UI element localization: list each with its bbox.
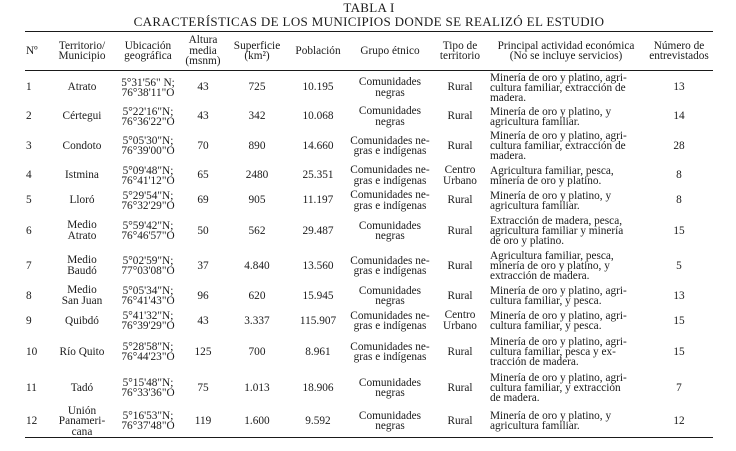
grupo-line: gras e indígenas bbox=[353, 351, 427, 363]
cell-entrevistados: 5 bbox=[676, 259, 682, 272]
actividad-line: cultura familiar, y extracción bbox=[490, 382, 621, 394]
actividad-line: Agricultura familiar, pesca, bbox=[490, 250, 614, 262]
territorio-line: Río Quito bbox=[59, 345, 105, 358]
tipo-line: Rural bbox=[447, 259, 473, 272]
cell-poblacion: 115.907 bbox=[299, 314, 337, 327]
grupo-line: gras e indígenas bbox=[353, 320, 427, 332]
cell-superficie: 2480 bbox=[245, 169, 269, 182]
cell-entrevistados: 15 bbox=[673, 224, 685, 237]
actividad-line: extracción de madera. bbox=[490, 270, 590, 282]
header-altura: Altura media (msnm) bbox=[185, 34, 221, 68]
cell-territorio bbox=[49, 214, 115, 249]
table-row bbox=[25, 309, 713, 334]
ubicacion-line: 5°31'56" N; bbox=[121, 76, 175, 89]
ubicacion-line: 5°29'54"N; bbox=[122, 189, 174, 202]
cell-poblacion: 10.068 bbox=[302, 110, 334, 123]
cell-actividad bbox=[487, 334, 645, 371]
ubicacion-line: 76°41'12"O bbox=[121, 174, 175, 187]
actividad-line: Minería de oro y platino, agri- bbox=[490, 71, 627, 84]
table-row bbox=[25, 129, 713, 164]
table-body bbox=[25, 71, 713, 438]
actividad-line: Minería de oro y platino, agri- bbox=[490, 336, 627, 348]
actividad-line: Minería de oro y platino, y bbox=[490, 105, 612, 118]
cell-superficie: 1.013 bbox=[244, 381, 270, 394]
cell-territorio bbox=[49, 188, 115, 214]
grupo-line: negras bbox=[375, 86, 405, 99]
territorio-line: Medio bbox=[67, 219, 97, 232]
cell-tipo bbox=[433, 164, 487, 188]
ubicacion-line: 76°44'23"O bbox=[121, 351, 175, 363]
cell-num: 9 bbox=[26, 314, 32, 327]
cell-tipo bbox=[433, 129, 487, 164]
cell-poblacion: 25.351 bbox=[302, 169, 334, 182]
actividad-line: Minería de oro y platino, agri- bbox=[490, 310, 627, 322]
territorio-line: Atrato bbox=[67, 81, 97, 94]
actividad-line: cultura familiar, extracción de bbox=[490, 81, 626, 94]
cell-entrevistados: 28 bbox=[673, 139, 685, 152]
cell-altura: 70 bbox=[197, 139, 209, 152]
cell-poblacion: 15.945 bbox=[302, 289, 334, 302]
table-label: TABLA I bbox=[343, 0, 395, 15]
territorio-line: Atrato bbox=[67, 230, 97, 242]
grupo-line: gras e indígenas bbox=[353, 265, 427, 277]
table-row bbox=[25, 71, 713, 105]
cell-grupo bbox=[347, 214, 433, 249]
cell-grupo bbox=[347, 71, 433, 105]
ubicacion-line: 76°41'43"O bbox=[121, 295, 175, 307]
tipo-line: Urbano bbox=[443, 320, 477, 332]
cell-entrevistados: 14 bbox=[673, 110, 685, 123]
cell-grupo bbox=[347, 249, 433, 284]
table-row bbox=[25, 249, 713, 284]
header-entrevistados: Número de entrevistados bbox=[649, 39, 709, 62]
grupo-line: Comunidades bbox=[358, 219, 422, 232]
actividad-line: agricultura familiar. bbox=[490, 115, 580, 128]
cell-territorio bbox=[49, 129, 115, 164]
cell-num: 8 bbox=[26, 289, 32, 302]
cell-superficie: 3.337 bbox=[244, 314, 270, 327]
ubicacion-line: 76°33'36"O bbox=[121, 387, 175, 399]
ubicacion-line: 5°59'42"N; bbox=[122, 220, 174, 232]
cell-actividad bbox=[487, 406, 645, 438]
ubicacion-line: 77°03'08"O bbox=[121, 265, 175, 277]
cell-num: 1 bbox=[26, 81, 32, 94]
header-row bbox=[25, 32, 713, 71]
cell-superficie: 562 bbox=[248, 224, 266, 237]
cell-tipo bbox=[433, 371, 487, 406]
cell-entrevistados: 15 bbox=[673, 314, 685, 327]
grupo-line: Comunidades bbox=[358, 376, 422, 389]
territorio-line: Condoto bbox=[62, 139, 102, 152]
actividad-line: cultura familiar, y pesca. bbox=[490, 295, 602, 307]
cell-actividad bbox=[487, 105, 645, 129]
cell-actividad bbox=[487, 284, 645, 309]
actividad-line: Extracción de madera, pesca, bbox=[490, 215, 623, 227]
ubicacion-line: 5°05'34"N; bbox=[122, 285, 174, 297]
cell-grupo bbox=[347, 371, 433, 406]
cell-ubicacion bbox=[115, 164, 181, 188]
grupo-line: Comunidades bbox=[358, 409, 422, 422]
cell-territorio bbox=[49, 105, 115, 129]
cell-entrevistados: 8 bbox=[676, 169, 682, 182]
grupo-line: Comunidades ne- bbox=[350, 309, 430, 322]
grupo-line: Comunidades ne- bbox=[350, 134, 430, 147]
cell-actividad bbox=[487, 164, 645, 188]
cell-poblacion: 10.195 bbox=[302, 81, 334, 94]
table-row bbox=[25, 284, 713, 309]
ubicacion-line: 76°39'00"O bbox=[121, 145, 175, 157]
cell-tipo bbox=[433, 214, 487, 249]
cell-poblacion: 18.906 bbox=[302, 381, 334, 394]
cell-grupo bbox=[347, 105, 433, 129]
cell-num: 11 bbox=[26, 381, 37, 394]
tipo-line: Rural bbox=[447, 139, 473, 152]
cell-territorio bbox=[49, 284, 115, 309]
cell-actividad bbox=[487, 309, 645, 334]
cell-num: 4 bbox=[26, 169, 32, 182]
cell-superficie: 342 bbox=[248, 110, 266, 123]
actividad-line: Minería de oro y platino, agri- bbox=[490, 130, 627, 142]
grupo-line: Comunidades ne- bbox=[350, 254, 430, 267]
cell-poblacion: 29.487 bbox=[302, 224, 334, 237]
territorio-line: Lloró bbox=[69, 194, 95, 207]
cell-entrevistados: 8 bbox=[676, 194, 682, 207]
grupo-line: Comunidades ne- bbox=[350, 164, 430, 177]
territorio-line: Baudó bbox=[67, 265, 97, 277]
actividad-line: cultura familiar, y pesca. bbox=[490, 320, 602, 332]
territorio-line: Tadó bbox=[70, 381, 94, 394]
actividad-line: agricultura familiar. bbox=[490, 420, 580, 433]
tipo-line: Centro bbox=[444, 163, 476, 176]
tipo-line: Rural bbox=[447, 289, 473, 302]
table-row bbox=[25, 406, 713, 438]
cell-poblacion: 13.560 bbox=[302, 259, 334, 272]
tipo-line: Rural bbox=[447, 381, 473, 394]
cell-num: 7 bbox=[26, 259, 32, 272]
cell-altura: 75 bbox=[197, 381, 209, 394]
header-tipo: Tipo de territorio bbox=[439, 39, 481, 62]
cell-ubicacion bbox=[115, 309, 181, 334]
header-territorio: Territorio/ Municipio bbox=[58, 39, 106, 62]
cell-num: 3 bbox=[26, 139, 32, 152]
header-num: Nº bbox=[26, 44, 38, 57]
cell-ubicacion bbox=[115, 214, 181, 249]
cell-ubicacion bbox=[115, 105, 181, 129]
territorio-line: Medio bbox=[67, 284, 97, 297]
cell-grupo bbox=[347, 129, 433, 164]
cell-entrevistados: 13 bbox=[673, 81, 685, 94]
cell-territorio bbox=[49, 406, 115, 438]
ubicacion-line: 76°37'48"O bbox=[121, 420, 175, 433]
cell-grupo bbox=[347, 284, 433, 309]
grupo-line: negras bbox=[375, 115, 405, 128]
actividad-line: tracción de madera. bbox=[490, 356, 579, 368]
grupo-line: gras e indígenas bbox=[353, 174, 427, 187]
grupo-line: negras bbox=[375, 230, 405, 242]
cell-tipo bbox=[433, 406, 487, 438]
grupo-line: Comunidades ne- bbox=[350, 340, 430, 353]
ubicacion-line: 76°36'22"O bbox=[121, 115, 175, 128]
cell-ubicacion bbox=[115, 334, 181, 371]
cell-altura: 43 bbox=[197, 110, 209, 123]
table-row bbox=[25, 188, 713, 214]
territorio-line: cana bbox=[71, 425, 93, 438]
grupo-line: negras bbox=[375, 295, 405, 307]
grupo-line: gras e indígenas bbox=[353, 199, 427, 212]
grupo-line: gras e indígenas bbox=[353, 145, 427, 157]
municipalities-table bbox=[25, 31, 713, 438]
cell-entrevistados: 13 bbox=[673, 289, 685, 302]
actividad-line: minería de oro y platino, y bbox=[490, 260, 610, 272]
cell-tipo bbox=[433, 249, 487, 284]
territorio-line: San Juan bbox=[61, 295, 103, 307]
cell-poblacion: 11.197 bbox=[302, 194, 334, 207]
actividad-line: Minería de oro y platino, y bbox=[490, 189, 612, 202]
actividad-line: cultura familiar, pesca y ex- bbox=[490, 346, 616, 358]
header-poblacion: Población bbox=[295, 44, 341, 57]
actividad-line: madera. bbox=[490, 150, 527, 162]
ubicacion-line: 5°09'48"N; bbox=[122, 164, 174, 177]
cell-territorio bbox=[49, 249, 115, 284]
table-row bbox=[25, 214, 713, 249]
cell-tipo bbox=[433, 105, 487, 129]
table-row bbox=[25, 334, 713, 371]
cell-ubicacion bbox=[115, 71, 181, 105]
ubicacion-line: 5°41'32"N; bbox=[122, 310, 174, 322]
territorio-line: Quibdó bbox=[65, 314, 99, 327]
actividad-line: Minería de oro y platino, agri- bbox=[490, 372, 627, 384]
territorio-line: Cértegui bbox=[62, 110, 102, 123]
cell-territorio bbox=[49, 71, 115, 105]
tipo-line: Rural bbox=[447, 414, 473, 427]
actividad-line: agricultura familiar. bbox=[490, 199, 580, 212]
actividad-line: madera. bbox=[490, 91, 527, 104]
cell-territorio bbox=[49, 309, 115, 334]
tipo-line: Urbano bbox=[443, 174, 477, 187]
ubicacion-line: 5°28'58"N; bbox=[122, 341, 174, 353]
territorio-line: Panameri- bbox=[58, 415, 106, 428]
cell-actividad bbox=[487, 71, 645, 105]
cell-actividad bbox=[487, 371, 645, 406]
cell-altura: 65 bbox=[197, 169, 209, 182]
actividad-line: Minería de oro y platino, y bbox=[490, 410, 612, 423]
cell-num: 2 bbox=[26, 110, 32, 123]
cell-tipo bbox=[433, 334, 487, 371]
grupo-line: Comunidades bbox=[358, 76, 422, 89]
grupo-line: Comunidades bbox=[358, 105, 422, 118]
cell-altura: 43 bbox=[197, 81, 209, 94]
cell-poblacion: 9.592 bbox=[305, 415, 331, 428]
cell-tipo bbox=[433, 309, 487, 334]
cell-entrevistados: 7 bbox=[676, 381, 682, 394]
grupo-line: negras bbox=[375, 420, 405, 433]
cell-superficie: 890 bbox=[248, 139, 266, 152]
cell-superficie: 1.600 bbox=[244, 415, 270, 428]
cell-superficie: 4.840 bbox=[244, 259, 270, 272]
cell-poblacion: 8.961 bbox=[305, 345, 331, 358]
cell-territorio bbox=[49, 371, 115, 406]
grupo-line: negras bbox=[375, 387, 405, 399]
header-superficie: Superficie (km²) bbox=[233, 39, 281, 62]
cell-ubicacion bbox=[115, 406, 181, 438]
cell-altura: 50 bbox=[197, 224, 209, 237]
cell-ubicacion bbox=[115, 188, 181, 214]
cell-ubicacion bbox=[115, 249, 181, 284]
ubicacion-line: 76°32'29"O bbox=[121, 199, 175, 212]
cell-superficie: 725 bbox=[248, 81, 266, 94]
cell-tipo bbox=[433, 284, 487, 309]
cell-num: 10 bbox=[26, 345, 38, 358]
cell-entrevistados: 15 bbox=[673, 345, 685, 358]
cell-tipo bbox=[433, 188, 487, 214]
tipo-line: Centro bbox=[444, 309, 476, 322]
cell-superficie: 905 bbox=[248, 194, 266, 207]
cell-altura: 37 bbox=[197, 259, 209, 272]
cell-grupo bbox=[347, 164, 433, 188]
ubicacion-line: 76°38'11"O bbox=[121, 86, 175, 99]
cell-ubicacion bbox=[115, 129, 181, 164]
cell-altura: 119 bbox=[194, 415, 212, 428]
cell-num: 6 bbox=[26, 224, 32, 237]
actividad-line: cultura familiar, extracción de bbox=[490, 140, 626, 152]
actividad-line: agricultura familiar y minería bbox=[490, 225, 624, 237]
table-title: CARACTERÍSTICAS DE LOS MUNICIPIOS DONDE SE REALIZÓ EL ESTUDIO bbox=[133, 14, 605, 29]
tipo-line: Rural bbox=[447, 194, 473, 207]
cell-grupo bbox=[347, 406, 433, 438]
tipo-line: Rural bbox=[447, 224, 473, 237]
ubicacion-line: 5°22'16"N; bbox=[122, 105, 174, 118]
header-grupo: Grupo étnico bbox=[360, 44, 420, 57]
cell-ubicacion bbox=[115, 284, 181, 309]
cell-altura: 96 bbox=[197, 289, 209, 302]
territorio-line: Istmina bbox=[65, 169, 99, 182]
actividad-line: Minería de oro y platino, agri- bbox=[490, 285, 627, 297]
header-ubicacion: Ubicación geográfica bbox=[124, 39, 172, 62]
cell-actividad bbox=[487, 129, 645, 164]
cell-ubicacion bbox=[115, 371, 181, 406]
grupo-line: Comunidades bbox=[358, 284, 422, 297]
ubicacion-line: 76°39'29"O bbox=[121, 320, 175, 332]
cell-grupo bbox=[347, 188, 433, 214]
cell-actividad bbox=[487, 188, 645, 214]
table-row bbox=[25, 105, 713, 129]
cell-grupo bbox=[347, 334, 433, 371]
grupo-line: Comunidades ne- bbox=[350, 189, 430, 202]
cell-superficie: 620 bbox=[248, 289, 266, 302]
cell-poblacion: 14.660 bbox=[302, 139, 334, 152]
cell-superficie: 700 bbox=[248, 345, 266, 358]
cell-num: 12 bbox=[26, 415, 38, 428]
ubicacion-line: 5°05'30"N; bbox=[122, 135, 174, 147]
ubicacion-line: 5°02'59"N; bbox=[122, 255, 174, 267]
cell-altura: 43 bbox=[197, 314, 209, 327]
cell-territorio bbox=[49, 164, 115, 188]
cell-entrevistados: 12 bbox=[673, 415, 685, 428]
cell-num: 5 bbox=[26, 194, 32, 207]
actividad-line: de oro y platino. bbox=[490, 235, 565, 247]
cell-altura: 125 bbox=[194, 345, 212, 358]
cell-territorio bbox=[49, 334, 115, 371]
cell-actividad bbox=[487, 214, 645, 249]
cell-altura: 69 bbox=[197, 194, 209, 207]
tipo-line: Rural bbox=[447, 345, 473, 358]
actividad-line: minería de oro y platino. bbox=[490, 174, 602, 187]
ubicacion-line: 5°15'48"N; bbox=[122, 377, 174, 389]
cell-tipo bbox=[433, 71, 487, 105]
table-row bbox=[25, 164, 713, 188]
cell-actividad bbox=[487, 249, 645, 284]
ubicacion-line: 76°46'57"O bbox=[121, 230, 175, 242]
territorio-line: Medio bbox=[67, 254, 97, 267]
territorio-line: Unión bbox=[67, 404, 97, 417]
tipo-line: Rural bbox=[447, 81, 473, 94]
actividad-line: de madera. bbox=[490, 392, 540, 404]
table-row bbox=[25, 371, 713, 406]
tipo-line: Rural bbox=[447, 110, 473, 123]
cell-grupo bbox=[347, 309, 433, 334]
actividad-line: Agricultura familiar, pesca, bbox=[490, 164, 614, 177]
ubicacion-line: 5°16'53"N; bbox=[122, 410, 174, 423]
header-actividad: Principal actividad económica (No se incluye servicios) bbox=[497, 39, 635, 62]
